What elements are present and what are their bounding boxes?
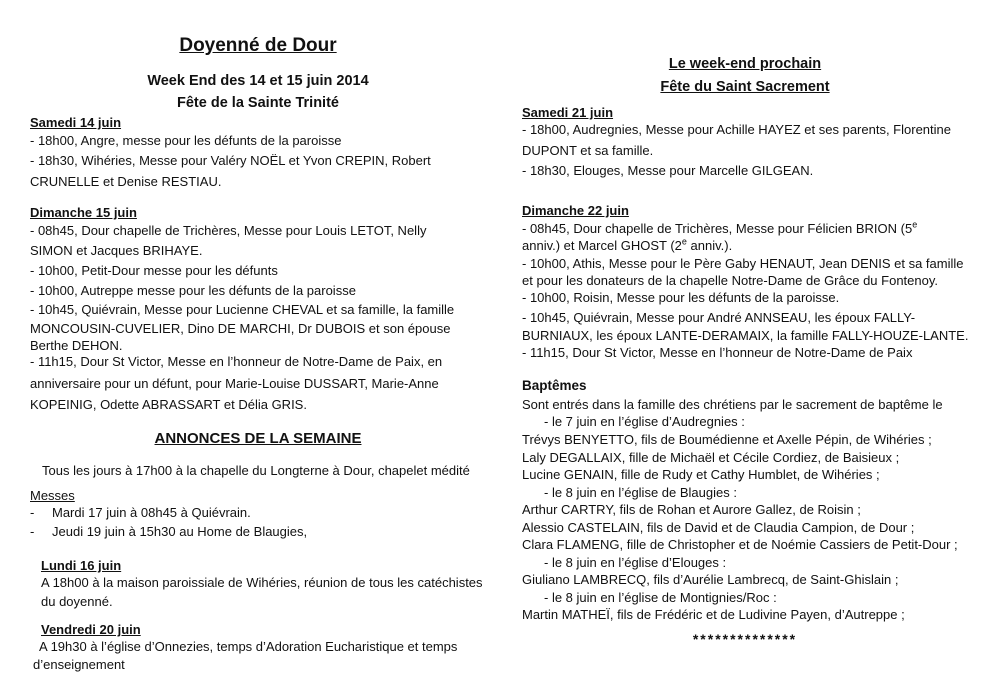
separator-stars: **************: [692, 631, 798, 647]
sunday-line: anniversaire pour un défunt, pour Marie-Louise DUSSART, Marie-Anne: [30, 376, 439, 391]
sunday-line: - 10h00, Autreppe messe pour les défunts de la paroisse: [30, 283, 356, 298]
bullet: -: [30, 505, 35, 520]
masses-heading: Messes: [30, 488, 75, 503]
baptism-entry: Arthur CARTRY, fils de Rohan et Aurore Gallez, de Roisin ;: [522, 502, 861, 517]
mass-item-text: Mardi 17 juin à 08h45 à Quiévrain.: [52, 505, 251, 520]
mass-item: [30, 503, 251, 523]
saturday-line: CRUNELLE et Denise RESTIAU.: [30, 174, 222, 189]
sunday-line: MONCOUSIN-CUVELIER, Dino DE MARCHI, Dr DUBOIS et son épouse: [30, 321, 451, 336]
sunday-line: - 10h45, Quiévrain, Messe pour André ANNSEAU, les époux FALLY-: [522, 310, 916, 325]
saturday-line: - 18h00, Angre, messe pour les défunts de la paroisse: [30, 133, 342, 148]
daily-rosary: Tous les jours à 17h00 à la chapelle du Longterne à Dour, chapelet médité: [42, 463, 470, 478]
weekend-dates: Week End des 14 et 15 juin 2014: [147, 73, 369, 89]
sunday-line: SIMON et Jacques BRIHAYE.: [30, 243, 203, 258]
next-feast-title: Fête du Saint Sacrement: [660, 79, 830, 95]
baptism-church: - le 8 juin en l’église de Montignies/Roc :: [544, 590, 777, 605]
baptism-entry: Giuliano LAMBRECQ, fils d’Aurélie Lambrecq, de Saint-Ghislain ;: [522, 572, 899, 587]
saturday-line: - 18h30, Elouges, Messe pour Marcelle GILGEAN.: [522, 163, 814, 178]
sunday-line: - 10h00, Roisin, Messe pour les défunts de la paroisse.: [522, 290, 840, 305]
sunday-heading: Dimanche 15 juin: [30, 205, 137, 220]
mass-item: [30, 522, 307, 542]
baptisms-intro: Sont entrés dans la famille des chrétiens par le sacrement de baptême le: [522, 397, 943, 412]
baptism-entry: Laly DEGALLAIX, fille de Michaël et Cécile Cordiez, de Baisieux ;: [522, 450, 900, 465]
deanery-title: Doyenné de Dour: [179, 35, 337, 56]
baptism-entry: Alessio CASTELAIN, fils de David et de Claudia Campion, de Dour ;: [522, 520, 915, 535]
superscript: e: [912, 219, 918, 230]
superscript: e: [681, 236, 687, 247]
friday-heading: Vendredi 20 juin: [41, 622, 141, 637]
saturday-heading: Samedi 21 juin: [522, 105, 614, 120]
baptism-entry: Clara FLAMENG, fille de Christopher et de Noémie Cassiers de Petit-Dour ;: [522, 537, 958, 552]
sunday-line-text: anniv.) et Marcel GHOST (2: [522, 238, 682, 253]
saturday-line: DUPONT et sa famille.: [522, 143, 654, 158]
sunday-line: KOPEINIG, Odette ABRASSART et Délia GRIS.: [30, 397, 307, 412]
baptism-entry: Lucine GENAIN, fille de Rudy et Cathy Humblet, de Wihéries ;: [522, 467, 880, 482]
baptism-entry: Trévys BENYETTO, fils de Boumédienne et Axelle Pépin, de Wihéries ;: [522, 432, 932, 447]
announcements-heading: ANNONCES DE LA SEMAINE: [154, 430, 362, 447]
sunday-line: et pour les donateurs de la chapelle Notre-Dame de Grâce du Fontenoy.: [522, 273, 938, 288]
sunday-line: - 11h15, Dour St Victor, Messe en l’honneur de Notre-Dame de Paix, en: [30, 354, 443, 369]
saturday-line: - 18h00, Audregnies, Messe pour Achille HAYEZ et ses parents, Florentine: [522, 122, 951, 137]
baptism-church: - le 8 juin en l’église d’Elouges :: [544, 555, 727, 570]
baptism-entry: Martin MATHEÏ, fils de Frédéric et de Ludivine Payen, d’Autreppe ;: [522, 607, 905, 622]
sunday-line-text: anniv.).: [686, 238, 733, 253]
friday-line: d’enseignement: [33, 657, 125, 672]
monday-heading: Lundi 16 juin: [41, 558, 122, 573]
saturday-line: - 18h30, Wihéries, Messe pour Valéry NOËL et Yvon CREPIN, Robert: [30, 153, 431, 168]
saturday-heading: Samedi 14 juin: [30, 115, 122, 130]
monday-line: A 18h00 à la maison paroissiale de Wihéries, réunion de tous les catéchistes: [41, 575, 483, 590]
sunday-line: BURNIAUX, les époux LANTE-DERAMAIX, la famille FALLY-HOUZE-LANTE.: [522, 328, 969, 343]
next-weekend-title: Le week-end prochain: [668, 56, 822, 72]
mass-item-text: Jeudi 19 juin à 15h30 au Home de Blaugies,: [52, 524, 308, 539]
sunday-line: - 08h45, Dour chapelle de Trichères, Messe pour Louis LETOT, Nelly: [30, 223, 427, 238]
baptisms-heading: Baptêmes: [522, 378, 587, 393]
monday-line: du doyenné.: [41, 594, 113, 609]
sunday-line: [522, 236, 732, 256]
sunday-line: - 11h15, Dour St Victor, Messe en l’honneur de Notre-Dame de Paix: [522, 345, 913, 360]
sunday-heading: Dimanche 22 juin: [522, 203, 629, 218]
sunday-line: - 10h45, Quiévrain, Messe pour Lucienne CHEVAL et sa famille, la famille: [30, 302, 455, 317]
sunday-line: Berthe DEHON.: [30, 338, 123, 353]
baptism-church: - le 7 juin en l’église d’Audregnies :: [544, 414, 745, 429]
sunday-line-text: - 08h45, Dour chapelle de Trichères, Messe pour Félicien BRION (5: [522, 221, 913, 236]
sunday-line: - 10h00, Athis, Messe pour le Père Gaby HENAUT, Jean DENIS et sa famille: [522, 256, 964, 271]
friday-line: A 19h30 à l’église d’Onnezies, temps d’Adoration Eucharistique et temps: [39, 639, 458, 654]
bullet: -: [30, 524, 35, 539]
sunday-line: - 10h00, Petit-Dour messe pour les défunts: [30, 263, 278, 278]
baptism-church: - le 8 juin en l’église de Blaugies :: [544, 485, 737, 500]
feast-title: Fête de la Sainte Trinité: [177, 95, 339, 111]
